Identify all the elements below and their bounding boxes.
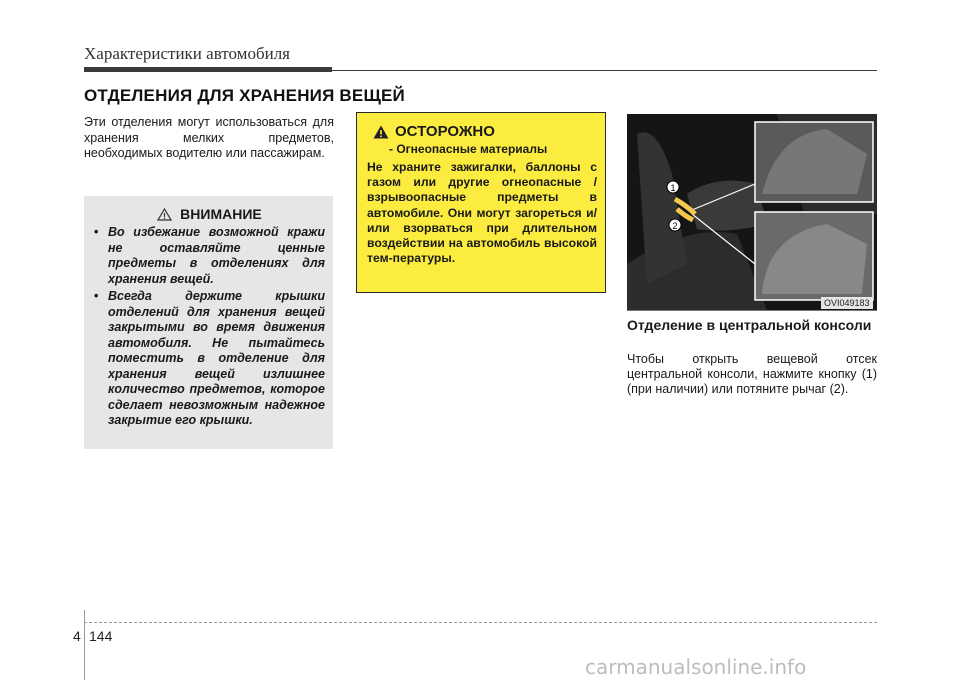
caution-subtitle: - Огнеопасные материалы <box>389 142 548 156</box>
notice-header <box>94 206 325 222</box>
figure-code: OVI049183 <box>821 297 873 309</box>
caution-box <box>356 112 606 293</box>
notice-title: ВНИМАНИЕ <box>180 206 262 222</box>
watermark: carmanualsonline.info <box>585 655 807 679</box>
notice-box <box>84 196 333 449</box>
header-rule <box>84 67 332 72</box>
caution-header <box>373 123 597 140</box>
notice-item: • Во избежание возможной кражи не оставляйте ценные предметы в отделениях для хранения вещей. <box>94 225 325 286</box>
caution-title: ОСТОРОЖНО <box>395 123 495 140</box>
figure-rule <box>627 310 877 311</box>
bullet: • <box>94 225 99 239</box>
warning-icon <box>373 125 389 139</box>
console-text: Чтобы открыть вещевой отсек центральной консоли, нажмите кнопку (1) (при наличии) или потяните рычаг (2). <box>627 352 877 396</box>
caution-body: Не храните зажигалки, баллоны с газом или другие огнеопасные / взрывоопасные предметы в автомобиле. Они могут загореться и/или взорваться при длительном воздействии на автомобиль высокой тем-пературы. <box>367 160 597 266</box>
header-rule-thin <box>332 70 877 71</box>
bullet: • <box>94 289 99 303</box>
section-title: ОТДЕЛЕНИЯ ДЛЯ ХРАНЕНИЯ ВЕЩЕЙ <box>84 86 405 105</box>
warning-outline-icon <box>157 208 172 221</box>
page-number: 144 <box>89 628 113 644</box>
footer-rule <box>84 622 877 623</box>
notice-list <box>94 225 325 429</box>
footer-divider <box>84 610 85 680</box>
header-title: Характеристики автомобиля <box>84 44 290 63</box>
notice-item: • Всегда держите крышки отделений для хранения вещей закрытыми во время движения автомобиля. Не пытайтесь поместить в отделение для хранения вещей излишнее количество предметов, которое сделает невозможным надежное закрытие его крышки. <box>94 289 325 427</box>
intro-paragraph: Эти отделения могут использоваться для хранения мелких предметов, необходимых водителю или пассажирам. <box>84 115 334 160</box>
console-photo <box>627 114 877 310</box>
console-illustration <box>627 114 877 310</box>
callout-1: 1 <box>670 183 676 193</box>
callout-2: 2 <box>672 221 678 231</box>
chapter-number: 4 <box>73 628 81 644</box>
console-title: Отделение в центральной консоли <box>627 317 872 333</box>
